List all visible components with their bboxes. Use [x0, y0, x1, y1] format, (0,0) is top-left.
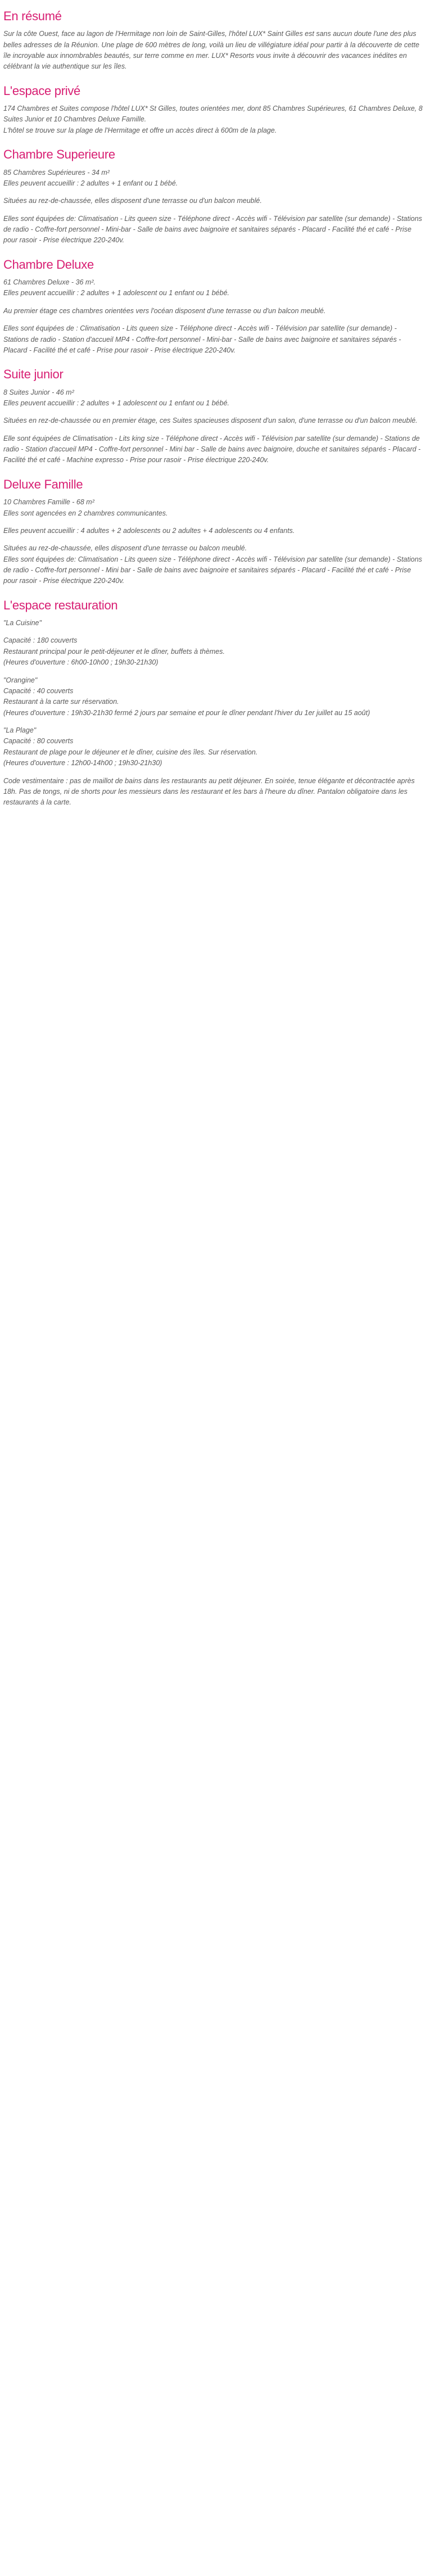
restaurant-name: "La Plage"	[3, 726, 37, 735]
suite-junior-capacity	[3, 387, 423, 409]
espace-prive-line-1: 174 Chambres et Suites compose l'hôtel LUX* St Gilles, toutes orientées mer, dont 85 Chambres Supérieures, 61 Chambres Deluxe, 8 Suites Junior et 10 Chambres Deluxe Famille.	[3, 105, 423, 124]
section-deluxe-famille	[3, 477, 423, 587]
deluxe-famille-layout: Elles sont agencées en 2 chambres communicantes.	[3, 509, 168, 517]
heading-chambre-deluxe: Chambre Deluxe	[3, 257, 94, 272]
deluxe-famille-guests: Elles peuvent accueillir : 4 adultes + 2 adolescents ou 2 adultes + 4 adolescents ou 4 enfants.	[3, 526, 295, 535]
heading-suite-junior: Suite junior	[3, 367, 64, 382]
deluxe-famille-details	[3, 543, 423, 587]
restaurant-description: Restaurant à la carte sur réservation.	[3, 698, 119, 706]
section-suite-junior	[3, 367, 423, 466]
chambre-deluxe-capacity	[3, 277, 423, 299]
restaurant-description: Restaurant de plage pour le déjeuner et le dîner, cuisine des îles. Sur réservation.	[3, 748, 258, 756]
espace-prive-line-2: L'hôtel se trouve sur la plage de l'Hermitage et offre un accès direct à 600m de la plage.	[3, 126, 277, 134]
resume-paragraph: Sur la côte Ouest, face au lagon de l'Hermitage non loin de Saint-Gilles, l'hôtel LUX* Saint Gilles est sans aucun doute l'une des plus belles adresses de la Réunion. Une plage de 600 mètres de long, voilà un lieu de villégiature idéal pour partir à la découverte de cette île incroyable aux innombrables beautés, sur terre comme en mer. LUX* Resorts vous invite à découvrir des vacances inédites en célébrant la vie authentique sur les îles.	[3, 30, 420, 71]
section-espace-prive	[3, 84, 423, 136]
restaurant-name: "La Cuisine"	[3, 619, 42, 627]
heading-resume: En résumé	[3, 9, 62, 23]
restaurant-la-plage	[3, 725, 423, 769]
suite-junior-guests: Elles peuvent accueillir : 2 adultes + 1 adolescent ou 1 enfant ou 1 bébé.	[3, 399, 230, 407]
chambre-superieure-count: 85 Chambres Supérieures - 34 m²	[3, 168, 110, 177]
restaurant-hours: (Heures d'ouverture : 12h00-14h00 ; 19h30-21h30)	[3, 759, 162, 767]
heading-restauration: L'espace restauration	[3, 598, 118, 612]
chambre-deluxe-location: Au premier étage ces chambres orientées vers l'océan disposent d'une terrasse ou d'un balcon meublé.	[3, 306, 326, 315]
restaurant-description: Restaurant principal pour le petit-déjeuner et le dîner, buffets à thèmes.	[3, 647, 225, 656]
section-restauration	[3, 598, 423, 808]
restaurant-hours: (Heures d'ouverture : 6h00-10h00 ; 19h30-21h30)	[3, 658, 158, 667]
heading-chambre-superieure: Chambre Superieure	[3, 147, 115, 162]
chambre-superieure-location: Situées au rez-de-chaussée, elles disposent d'une terrasse ou d'un balcon meublé.	[3, 197, 262, 205]
dress-code: Code vestimentaire : pas de maillot de bains dans les restaurants au petit déjeuner. En soirée, tenue élégante et décontractée après 18h. Pas de tongs, ni de shorts pour les messieurs dans les restaurant et les bars à l'heure du dîner. Pantalon obligatoire dans les restaurants à la carte.	[3, 776, 415, 807]
chambre-deluxe-guests: Elles peuvent accueillir : 2 adultes + 1 adolescent ou 1 enfant ou 1 bébé.	[3, 289, 230, 297]
suite-junior-location: Situées en rez-de-chaussée ou en premier étage, ces Suites spacieuses disposent d'un salon, d'une terrasse ou d'un balcon meublé.	[3, 417, 418, 425]
chambre-deluxe-count: 61 Chambres Deluxe - 36 m².	[3, 278, 96, 287]
heading-espace-prive: L'espace privé	[3, 83, 80, 98]
chambre-superieure-capacity	[3, 168, 423, 189]
restaurant-la-cuisine	[3, 618, 423, 629]
chambre-superieure-equipment: Elles sont équipées de: Climatisation - Lits queen size - Téléphone direct - Accès wifi - Télévision par satellite (sur demande) - Stations de radio - Coffre-fort personnel - Mini-bar - Salle de bains avec baignoire et sanitaires séparés - Placard - Facilité thé et café - Prise pour rasoir - Prise électrique 220-240v.	[3, 214, 423, 245]
restaurant-hours: (Heures d'ouverture : 19h30-21h30 fermé 2 jours par semaine et pour le dîner pendant l'hiver du 1er juillet au 15 août)	[3, 708, 370, 717]
restaurant-capacity: Capacité : 40 couverts	[3, 686, 74, 695]
restaurant-capacity: Capacité : 80 couverts	[3, 737, 74, 745]
deluxe-famille-count: 10 Chambres Famille - 68 m²	[3, 498, 94, 507]
heading-deluxe-famille: Deluxe Famille	[3, 477, 83, 491]
restaurant-capacity: Capacité : 180 couverts	[3, 636, 78, 645]
section-chambre-superieure	[3, 147, 423, 246]
deluxe-famille-location: Situées au rez-de-chaussée, elles disposent d'une terrasse ou balcon meublé.	[3, 544, 247, 553]
suite-junior-count: 8 Suites Junior - 46 m²	[3, 388, 74, 396]
deluxe-famille-capacity	[3, 497, 423, 519]
espace-prive-text	[3, 103, 423, 136]
section-resume	[3, 9, 423, 73]
deluxe-famille-equipment: Elles sont équipées de: Climatisation - Lits queen size - Téléphone direct - Accès wifi - Télévision par satellite (sur demande) - Stations de radio - Coffre-fort personnel - Mini bar - Salle de bains avec baignoire et sanitaires séparés - Placard - Facilité thé et café - Prise pour rasoir - Prise électrique 220-240v.	[3, 555, 423, 585]
suite-junior-equipment: Elle sont équipées de Climatisation - Lits king size - Téléphone direct - Accès wifi - Télévision par satellite (sur demande) - Stations de radio - Station d'accueil MP4 - Coffre-fort personnel - Mini bar - Salle de bains avec baignoire, douche et sanitaires séparés - Placard - Facilité thé et café - Machine expresso - Prise pour rasoir - Prise électrique 220-240v.	[3, 434, 421, 464]
section-chambre-deluxe	[3, 257, 423, 356]
restaurant-orangine	[3, 675, 423, 719]
chambre-superieure-guests: Elles peuvent accueillir : 2 adultes + 1 enfant ou 1 bébé.	[3, 179, 178, 187]
document	[0, 0, 426, 826]
restaurant-la-cuisine-details	[3, 635, 423, 668]
restaurant-name: "Orangine"	[3, 676, 38, 684]
chambre-deluxe-equipment: Elles sont équipées de : Climatisation - Lits queen size - Téléphone direct - Accès wifi - Télévision par satellite (sur demande) - Stations de radio - Station d'accueil MP4 - Coffre-fort personnel - Mini-bar - Salle de bains avec baignoire et sanitaires séparés - Placard - Facilité thé et café - Prise pour rasoir - Prise électrique 220-240v.	[3, 324, 401, 354]
